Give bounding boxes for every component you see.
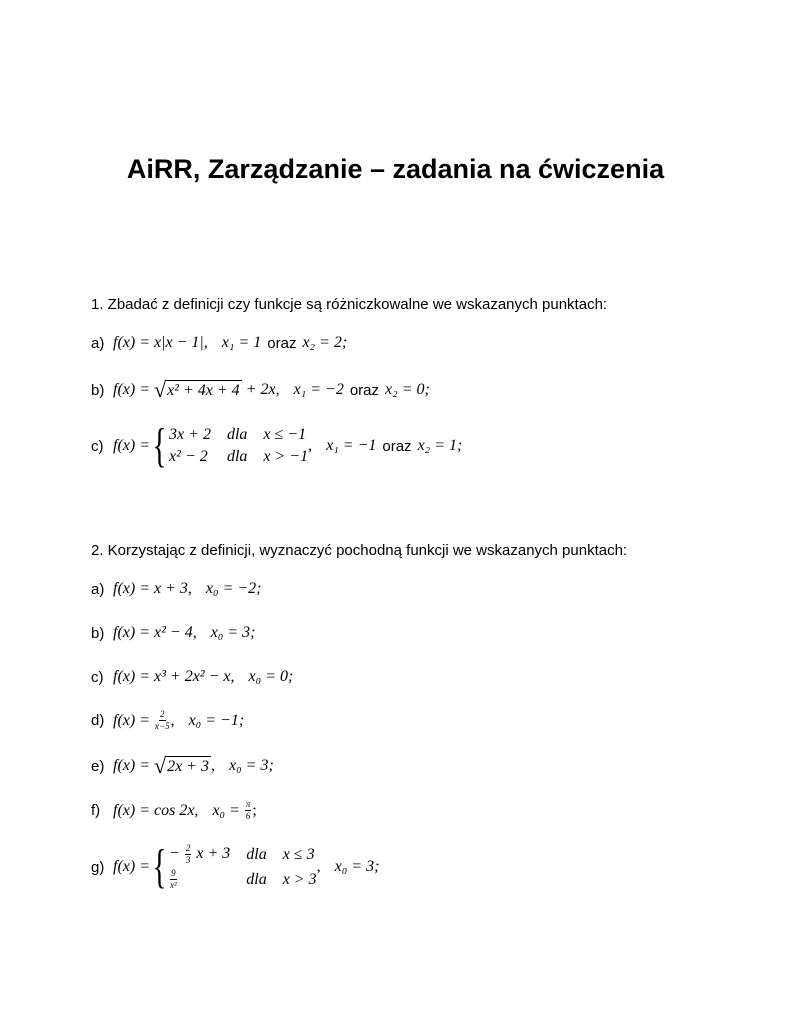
comma: , (210, 757, 215, 774)
conjunction: oraz (382, 437, 412, 455)
left-brace: { (152, 419, 167, 472)
point-2: x₂ = 1; (417, 437, 463, 454)
task1-item-c (91, 419, 463, 472)
case-2-condition: x > 3 (282, 870, 317, 888)
case-2-dla: dla (226, 448, 248, 465)
point-1: x₁ = 1 (221, 334, 262, 351)
item-label: a) (91, 334, 105, 352)
denominator: 3 (185, 855, 191, 865)
task2-prompt: 2. Korzystając z definicji, wyznaczyć pochodną funkcji we wskazanych punktach: (91, 542, 628, 559)
radicand: x² + 4x + 4 (167, 382, 240, 399)
case-1-condition: x ≤ −1 (263, 426, 307, 443)
case-2-fraction (170, 869, 177, 890)
function-expression: f(x) = cos 2x, (113, 801, 199, 819)
fraction (155, 710, 170, 731)
left-brace: { (152, 840, 167, 893)
case-1-condition: x ≤ 3 (282, 845, 315, 863)
radicand: 2x + 3 (167, 758, 209, 775)
function-lhs: f(x) = (113, 381, 150, 398)
case-1-sign: − (169, 845, 180, 863)
point: x₀ = 0; (248, 668, 294, 685)
function-lhs: f(x) = (113, 711, 150, 729)
comma: , (170, 711, 175, 729)
point-2: x₂ = 0; (385, 381, 430, 398)
semicolon: ; (252, 801, 257, 819)
numerator: 2 (185, 843, 191, 853)
point: x₀ = −2; (205, 580, 262, 597)
task2-item-b (91, 624, 256, 642)
denominator: x−5 (155, 721, 170, 731)
task1-prompt: 1. Zbadać z definicji czy funkcje są różniczkowalne we wskazanych punktach: (91, 296, 608, 313)
case-1-fraction (185, 844, 192, 865)
task2-item-g (91, 840, 380, 893)
function-lhs: f(x) = (113, 757, 150, 774)
point-2: x₂ = 2; (302, 334, 348, 351)
item-label: g) (91, 858, 105, 876)
function-lhs: f(x) = (113, 858, 150, 875)
task2-item-f (91, 800, 257, 821)
fraction (245, 800, 252, 821)
item-label: a) (91, 580, 105, 598)
point: x₀ = 3; (334, 858, 380, 875)
item-label: d) (91, 712, 105, 729)
case-2-expression (169, 869, 230, 890)
conjunction: oraz (349, 381, 380, 399)
item-label: b) (91, 381, 105, 399)
function-expression: f(x) = x² − 4, (113, 624, 197, 641)
square-root (154, 753, 211, 778)
point-1: x₁ = −2 (293, 381, 344, 398)
point: x₀ = 3; (210, 624, 256, 641)
item-label: c) (91, 437, 104, 455)
square-root (154, 377, 242, 402)
case-1-expression (169, 844, 230, 865)
point: x₀ = −1; (188, 711, 245, 729)
numerator: 9 (171, 868, 176, 878)
piecewise-cases (169, 844, 317, 890)
item-label: e) (91, 757, 105, 775)
numerator: 2 (160, 709, 165, 719)
comma: , (316, 858, 321, 875)
item-label: b) (91, 624, 105, 642)
radical-sign: √ (154, 753, 167, 778)
piecewise-cases (169, 426, 308, 466)
function-expression: f(x) = x + 3, (113, 580, 192, 597)
task1-item-b (91, 377, 430, 402)
case-2-expression: x² − 2 (169, 448, 208, 465)
point-1: x₁ = −1 (326, 437, 377, 454)
function-expression: f(x) = x³ + 2x² − x, (113, 668, 235, 685)
function-expression: f(x) = x|x − 1|, (113, 334, 208, 351)
task2-item-d (91, 710, 244, 731)
case-2-condition: x > −1 (263, 448, 309, 465)
function-lhs: f(x) = (113, 437, 150, 454)
item-label: c) (91, 668, 104, 686)
task2-item-c (91, 668, 293, 686)
case-2-dla: dla (246, 870, 267, 888)
case-1-dla: dla (246, 845, 267, 863)
point-lhs: x₀ = (212, 801, 240, 819)
denominator: 6 (245, 811, 251, 821)
case-1-rest: x + 3 (196, 845, 231, 863)
case-1-dla: dla (226, 426, 248, 443)
radical-sign: √ (154, 377, 167, 402)
point: x₀ = 3; (228, 757, 274, 774)
denominator: x² (170, 880, 177, 890)
page-title: AiRR, Zarządzanie – zadania na ćwiczenia (126, 154, 665, 184)
numerator: π (245, 799, 251, 809)
comma: , (308, 437, 313, 454)
item-label: f) (91, 802, 101, 819)
function-rest: + 2x, (245, 381, 280, 398)
task1-item-a (91, 334, 347, 352)
task2-item-e (91, 753, 274, 778)
case-1-expression: 3x + 2 (169, 426, 211, 443)
conjunction: oraz (267, 334, 297, 352)
task2-item-a (91, 580, 262, 598)
